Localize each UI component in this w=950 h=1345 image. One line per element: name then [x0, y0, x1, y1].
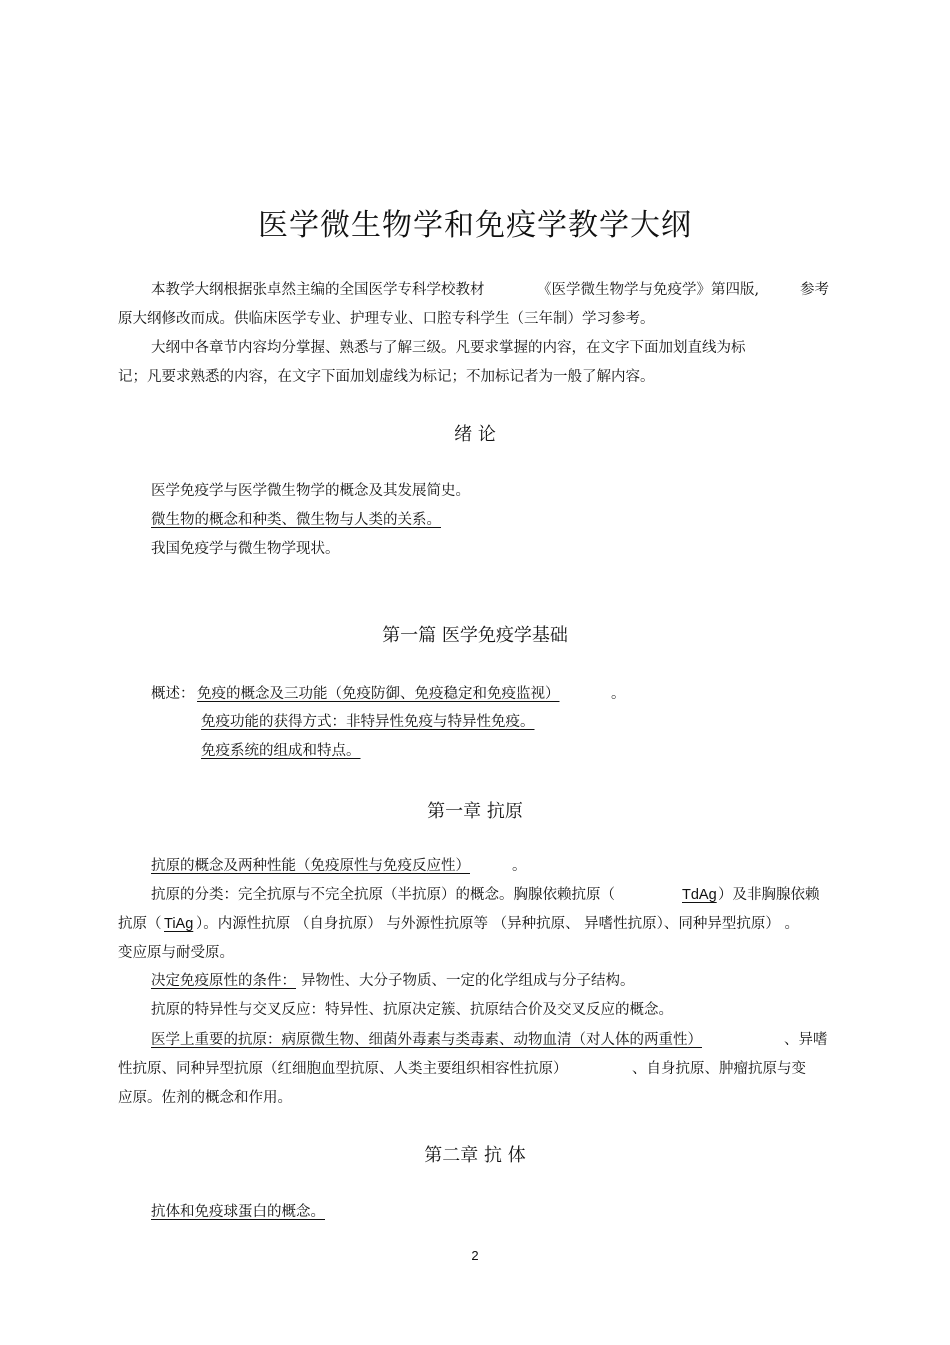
ch1-line-8b: 、自身抗原、肿瘤抗原与变 — [632, 1061, 806, 1077]
page-number: 2 — [471, 1248, 479, 1263]
xulun-item-1: 医学免疫学与医学微生物学的概念及其发展简史。 — [151, 483, 470, 499]
overview-line-3: 免疫系统的组成和特点。 — [201, 743, 361, 759]
intro-p2-b: 记；凡要求熟悉的内容，在文字下面加划虚线为标记；不加标记者为一般了解内容。 — [118, 369, 655, 385]
ch1-line-6: 抗原的特异性与交叉反应：特异性、抗原决定簇、抗原结合价及交叉反应的概念。 — [151, 1002, 673, 1018]
ch1-line-8a: 性抗原、同种异型抗原（红细胞血型抗原、人类主要组织相容性抗原） — [118, 1061, 568, 1077]
ch1-line-3c: ）。内源性抗原 （自身抗原） 与外源性抗原等 （异种抗原、 异嗜性抗原）、同种异型抗原） 。 — [196, 916, 800, 932]
overview-line-1-end: 。 — [611, 686, 626, 702]
ch1-line-5b: 异物性、大分子物质、一定的化学组成与分子结构。 — [301, 973, 635, 989]
ch1-line-7a: 医学上重要的抗原：病原微生物、细菌外毒素与类毒素、动物血清（对人体的两重性） — [151, 1032, 702, 1048]
ch1-line-7b: 、异嗜 — [784, 1032, 828, 1048]
part-heading-1: 第一篇 医学免疫学基础 — [382, 625, 568, 646]
ch1-line-2c: ）及非胸腺依赖 — [718, 887, 820, 903]
chapter-heading-1: 第一章 抗原 — [427, 801, 523, 822]
intro-p1-d: 原大纲修改而成。供临床医学专业、护理专业、口腔专科学生（三年制）学习参考。 — [118, 311, 655, 327]
section-heading-xulun: 绪 论 — [454, 424, 496, 445]
ch1-line-3b: TiAg — [164, 916, 194, 932]
overview-label: 概述： — [151, 686, 195, 702]
ch1-line-9: 应原。佐剂的概念和作用。 — [118, 1090, 292, 1106]
ch1-line-1a: 抗原的概念及两种性能（免疫原性与免疫反应性） — [151, 858, 470, 874]
ch1-line-4: 变应原与耐受原。 — [118, 945, 234, 961]
xulun-item-3: 我国免疫学与微生物学现状。 — [151, 541, 340, 557]
xulun-item-2: 微生物的概念和种类、微生物与人类的关系。 — [151, 512, 441, 528]
ch1-line-1b: 。 — [512, 858, 527, 874]
intro-p1-b: 《医学微生物学与免疫学》第四版, — [537, 282, 760, 298]
page-title: 医学微生物学和免疫学教学大纲 — [258, 208, 692, 243]
overview-line-1: 免疫的概念及三功能（免疫防御、免疫稳定和免疫监视） — [197, 686, 560, 702]
ch1-line-3a: 抗原（ — [118, 916, 162, 932]
ch1-line-2b: TdAg — [682, 887, 717, 903]
intro-p1-c: 参考 — [800, 282, 829, 298]
intro-p2-a: 大纲中各章节内容均分掌握、熟悉与了解三级。凡要求掌握的内容，在文字下面加划直线为标 — [151, 340, 746, 356]
ch1-line-5a: 决定免疫原性的条件： — [151, 973, 296, 989]
ch1-line-2a: 抗原的分类：完全抗原与不完全抗原（半抗原）的概念。胸腺依赖抗原（ — [151, 887, 615, 903]
ch2-line-1: 抗体和免疫球蛋白的概念。 — [151, 1204, 325, 1220]
overview-line-2: 免疫功能的获得方式：非特异性免疫与特异性免疫。 — [201, 714, 535, 730]
chapter-heading-2: 第二章 抗 体 — [424, 1145, 526, 1166]
intro-p1-a: 本教学大纲根据张卓然主编的全国医学专科学校教材 — [151, 282, 485, 298]
